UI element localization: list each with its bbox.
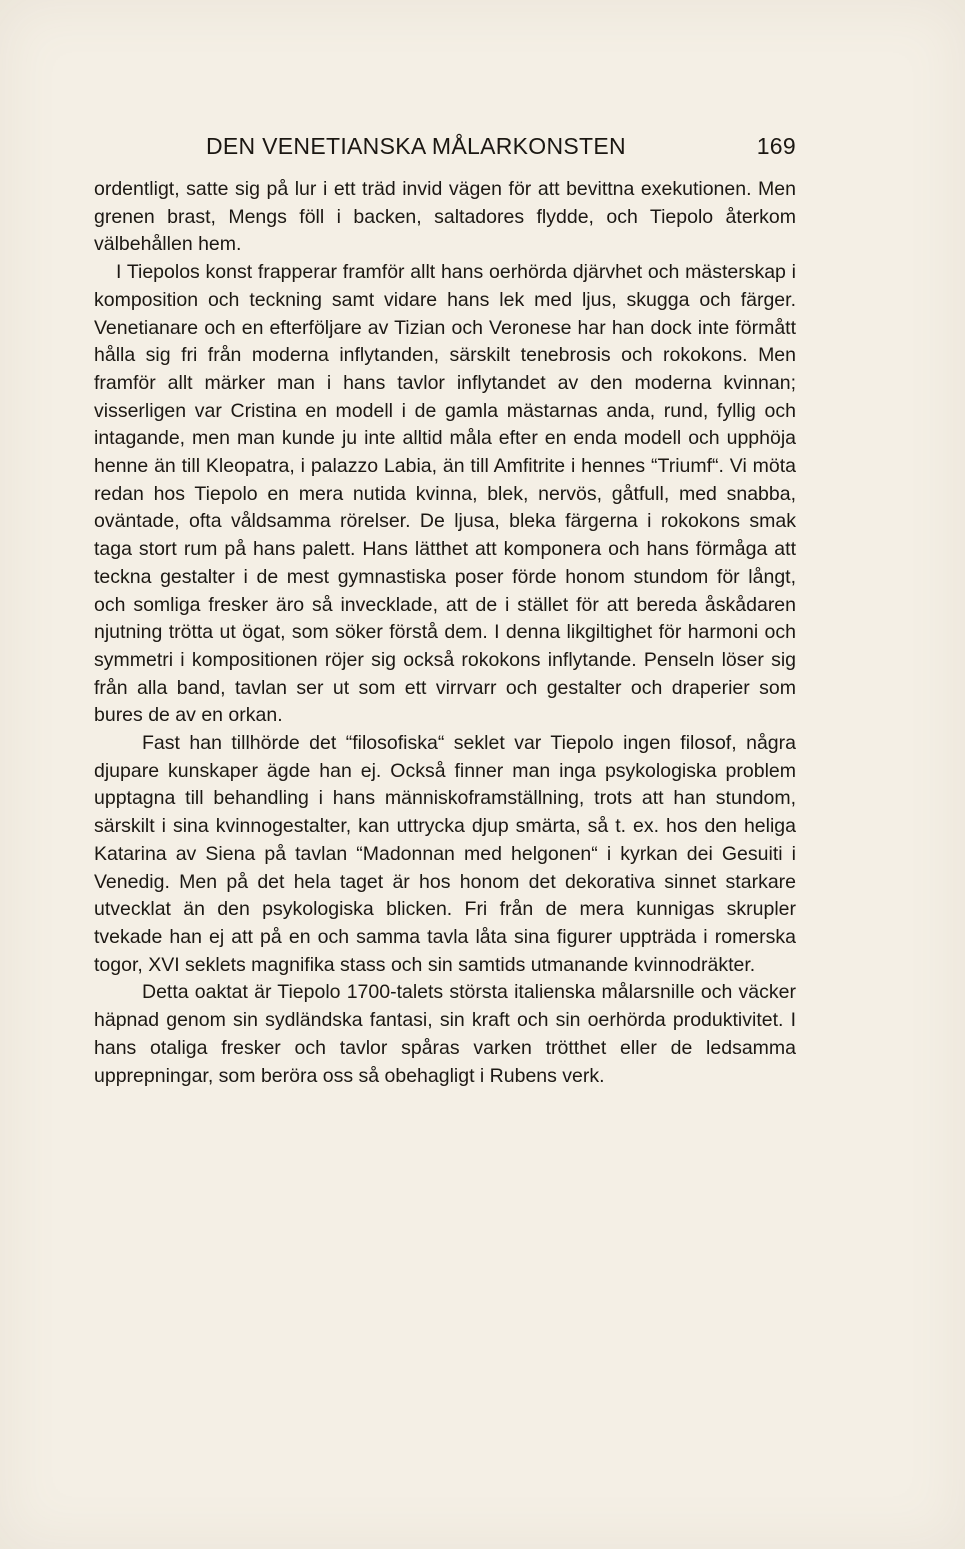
paragraph-continuation: ordentligt, satte sig på lur i ett träd invid vägen för att bevittna exekutionen. Men grenen brast, Mengs föll i backen, saltadores flydde, och Tiepolo återkom välbehållen hem. — [94, 178, 796, 256]
page-header — [94, 133, 796, 167]
page-number: 169 — [756, 133, 796, 159]
running-title: DEN VENETIANSKA MÅLARKONSTEN — [206, 133, 626, 159]
paragraph-philosophy: Fast han tillhörde det “filosofiska“ seklet var Tiepolo ingen filosof, några djupare kunskaper ägde han ej. Också finner man inga psykologiska problem upptagna till behandling i hans människoframställning, trots att han stundom, särskilt i sina kvinnogestalter, kan uttrycka djup smärta, så t. ex. hos den heliga Katarina av Siena på tavlan “Madonnan med helgonen“ i kyrkan dei Gesuiti i Venedig. Men på det hela taget är hos honom det dekorativa sinnet starkare utvecklat än den psykologiska blicken. Fri från de mera kunnigas skrupler tvekade han ej att på en och samma tavla låta sina figurer uppträda i romerska togor, XVI seklets magnifika stass och sin samtids utmanande kvinnodräkter. — [94, 732, 796, 976]
body-text — [94, 176, 796, 1090]
paragraph-conclusion: Detta oaktat är Tiepolo 1700-talets största italienska målarsnille och väcker häpnad genom sin sydländska fantasi, sin kraft och sin oerhörda produktivitet. I hans otaliga fresker och tavlor spåras varken trötthet eller de ledsamma upprepningar, som beröra oss så obehagligt i Rubens verk. — [94, 981, 796, 1087]
paragraph-tiepolo-art: I Tiepolos konst frapperar framför allt hans oerhörda djärvhet och mästerskap i komposition och teckning samt vidare hans lek med ljus, skugga och färger. Venetianare och en efterföljare av Tizian och Veronese har han dock inte förmått hålla sig fri från moderna inflytanden, särskilt tenebrosis och rokokons. Men framför allt märker man i hans tavlor inflytandet av den moderna kvinnan; visserligen var Cristina en modell i de gamla mästarnas anda, rund, fyllig och intagande, men man kunde ju inte alltid måla efter en enda modell och upphöja henne än till Kleopatra, i palazzo Labia, än till Amfitrite i hennes “Triumf“. Vi möta redan hos Tiepolo en mera nutida kvinna, blek, nervös, gåtfull, med snabba, oväntade, ofta våldsamma rörelser. De ljusa, bleka färgerna i rokokons smak taga stort rum på hans palett. Hans lätthet att komponera och hans förmåga att teckna gestalter i de mest gymnastiska poser förde honom stundom för långt, och somliga fresker äro så invecklade, att de i stället för att bereda åskådaren njutning trötta ut ögat, som söker förstå dem. I denna likgiltighet för harmoni och symmetri i kompositionen röjer sig också rokokons inflytande. Penseln löser sig från alla band, tavlan ser ut som ett virrvarr och gestalter och draperier som bures de av en orkan. — [94, 261, 796, 727]
